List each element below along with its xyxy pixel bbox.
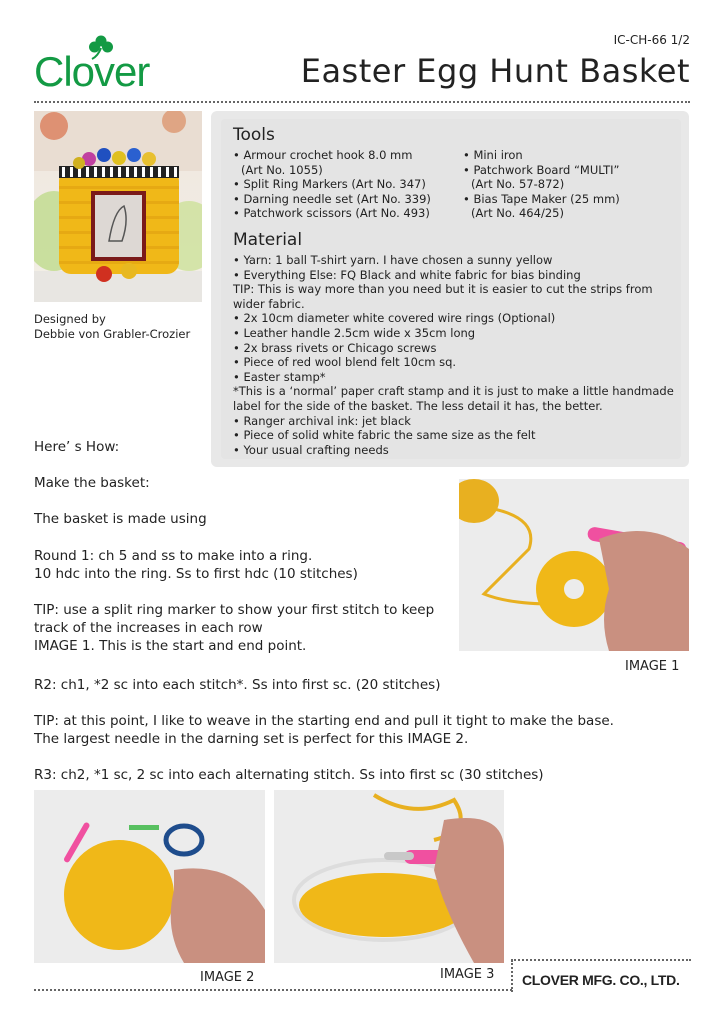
panel-inner bbox=[221, 119, 681, 459]
make-basket-heading: Make the basket: bbox=[34, 475, 150, 491]
material-item: • 2x brass rivets or Chicago screws bbox=[233, 340, 437, 355]
finished-basket-photo bbox=[34, 111, 202, 302]
tools-item: • Mini iron bbox=[463, 148, 523, 162]
tools-list-right bbox=[463, 148, 620, 221]
image-3-caption: IMAGE 3 bbox=[440, 967, 495, 982]
material-item: • Everything Else: FQ Black and white fabric for bias binding bbox=[233, 267, 581, 282]
tools-item: (Art No. 1055) bbox=[241, 162, 323, 177]
material-item: • Yarn: 1 ball T-shirt yarn. I have chosen a sunny yellow bbox=[233, 253, 553, 267]
tip2-line2: The largest needle in the darning set is perfect for this IMAGE 2. bbox=[34, 731, 469, 747]
round1-line2: 10 hdc into the ring. Ss to first hdc (10 stitches) bbox=[34, 566, 358, 582]
round1-line1: Round 1: ch 5 and ss to make into a ring. bbox=[34, 548, 313, 564]
image-1-caption: IMAGE 1 bbox=[625, 659, 680, 674]
weaving-end-illustration bbox=[34, 790, 265, 963]
material-item: • Ranger archival ink: jet black bbox=[233, 413, 411, 428]
tip2-line1: TIP: at this point, I like to weave in the starting end and pull it tight to make the base. bbox=[34, 713, 614, 729]
footer-vertical-divider bbox=[511, 960, 513, 992]
footer-bottom-divider bbox=[34, 989, 512, 991]
adding-ring-illustration bbox=[274, 790, 504, 963]
material-note: *This is a ‘normal’ paper craft stamp and it is just to make a little handmade bbox=[233, 384, 674, 399]
basket-illustration bbox=[34, 111, 202, 302]
designed-by-label: Designed by bbox=[34, 312, 106, 326]
tools-item: (Art No. 57-872) bbox=[471, 177, 565, 192]
material-item: • Your usual crafting needs bbox=[233, 442, 389, 457]
material-item: • 2x 10cm diameter white covered wire rings (Optional) bbox=[233, 311, 556, 326]
image-2-caption: IMAGE 2 bbox=[200, 970, 255, 985]
material-list bbox=[233, 253, 674, 457]
image-2-photo bbox=[34, 790, 265, 963]
tip1-line1: TIP: use a split ring marker to show your first stitch to keep bbox=[34, 602, 435, 618]
material-tip: TIP: This is way more than you need but it is easier to cut the strips from bbox=[233, 282, 653, 297]
header-divider bbox=[34, 101, 690, 103]
material-item: • Piece of solid white fabric the same size as the felt bbox=[233, 428, 536, 443]
heres-how-heading: Here’ s How: bbox=[34, 439, 120, 455]
image-3-photo bbox=[274, 790, 504, 963]
crochet-ring-illustration bbox=[459, 479, 689, 651]
tools-item: • Darning needle set (Art No. 339) bbox=[233, 191, 431, 206]
material-item: • Piece of red wool blend felt 10cm sq. bbox=[233, 355, 457, 370]
material-note: label for the side of the basket. The less detail it has, the better. bbox=[233, 398, 603, 413]
designer-credit bbox=[34, 312, 190, 342]
document-code: IC-CH-66 1/2 bbox=[613, 33, 690, 47]
designer-name: Debbie von Grabler-Crozier bbox=[34, 327, 191, 341]
page-title: Easter Egg Hunt Basket bbox=[300, 52, 690, 90]
tools-list-left bbox=[233, 148, 431, 221]
tools-item: • Armour crochet hook 8.0 mm bbox=[233, 148, 413, 162]
tools-heading: Tools bbox=[233, 125, 275, 145]
brand-wordmark: Clover bbox=[34, 48, 150, 95]
tools-item: • Patchwork scissors (Art No. 493) bbox=[233, 206, 430, 221]
image-1-photo bbox=[459, 479, 689, 651]
tools-item: • Split Ring Markers (Art No. 347) bbox=[233, 177, 426, 192]
tip1-line3: IMAGE 1. This is the start and end point. bbox=[34, 638, 307, 654]
tools-item: • Patchwork Board “MULTI” bbox=[463, 162, 620, 177]
footer-top-divider bbox=[511, 959, 691, 961]
made-using-text: The basket is made using bbox=[34, 511, 207, 527]
tools-item: (Art No. 464/25) bbox=[471, 206, 564, 221]
material-item: • Leather handle 2.5cm wide x 35cm long bbox=[233, 325, 476, 340]
material-tip: wider fabric. bbox=[233, 296, 305, 311]
clover-logo bbox=[34, 34, 174, 95]
tools-item: • Bias Tape Maker (25 mm) bbox=[463, 191, 620, 206]
material-item: • Easter stamp* bbox=[233, 369, 326, 384]
material-heading: Material bbox=[233, 230, 303, 250]
round2-text: R2: ch1, *2 sc into each stitch*. Ss into first sc. (20 stitches) bbox=[34, 677, 441, 693]
round3-text: R3: ch2, *1 sc, 2 sc into each alternating stitch. Ss into first sc (30 stitches) bbox=[34, 767, 544, 783]
tip1-line2: track of the increases in each row bbox=[34, 620, 263, 636]
tools-materials-panel bbox=[211, 111, 689, 467]
footer-company-name: CLOVER MFG. CO., LTD. bbox=[522, 972, 680, 988]
